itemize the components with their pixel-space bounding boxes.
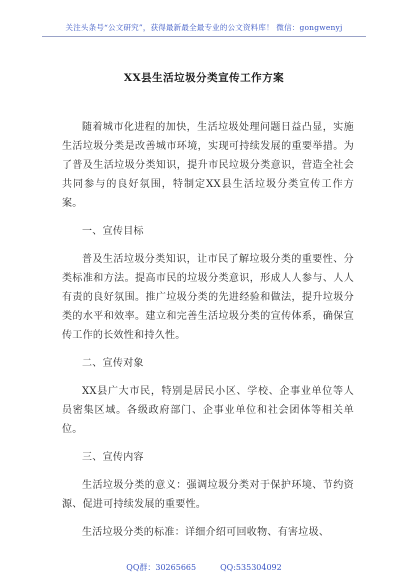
contact-footer (0, 562, 408, 573)
intro-paragraph: 随着城市化进程的加快，生活垃圾处理问题日益凸显，实施生活垃圾分类是改善城市环境，实现可持续发展的重要举措。为了普及生活垃圾分类知识，提升市民垃圾分类意识，营造全社会共同参与的良好氛围，特制定XX县生活垃圾分类宣传工作方案。 (62, 122, 354, 209)
goals-paragraph: 普及生活垃圾分类知识，让市民了解垃圾分类的重要性、分类标准和方法。提高市民的垃圾分类意识，形成人人参与、人人有责的良好氛围。推广垃圾分类的先进经验和做法，提升垃圾分类的水平和效率。建立和完善生活垃圾分类的宣传体系，确保宣传工作的长效性和持久性。 (62, 254, 354, 341)
document-body (62, 118, 354, 542)
qq-contact-text: QQ:535304092 (220, 563, 282, 572)
audience-paragraph: XX县广大市民，特别是居民小区、学校、企事业单位等人员密集区域。各级政府部门、企事业单位和社会团体等相关单位。 (62, 386, 354, 435)
section-heading-goals: 一、宣传目标 (82, 226, 144, 237)
qq-group-text: QQ群：30265665 (126, 563, 197, 572)
section-heading-audience: 二、宣传对象 (82, 358, 144, 369)
content-paragraph-standards: 生活垃圾分类的标准：详细介绍可回收物、有害垃圾、 (82, 527, 330, 538)
section-heading-content: 三、宣传内容 (82, 452, 144, 463)
document-title: XX县生活垃圾分类宣传工作方案 (123, 72, 285, 84)
promo-banner: 关注头条号“公文研究”，获得最新最全最专业的公文资料库！ 微信：gongwenyj (65, 23, 343, 32)
header-divider (42, 36, 366, 37)
content-paragraph-significance: 生活垃圾分类的意义：强调垃圾分类对于保护环境、节约资源、促进可持续发展的重要性。 (62, 480, 354, 510)
